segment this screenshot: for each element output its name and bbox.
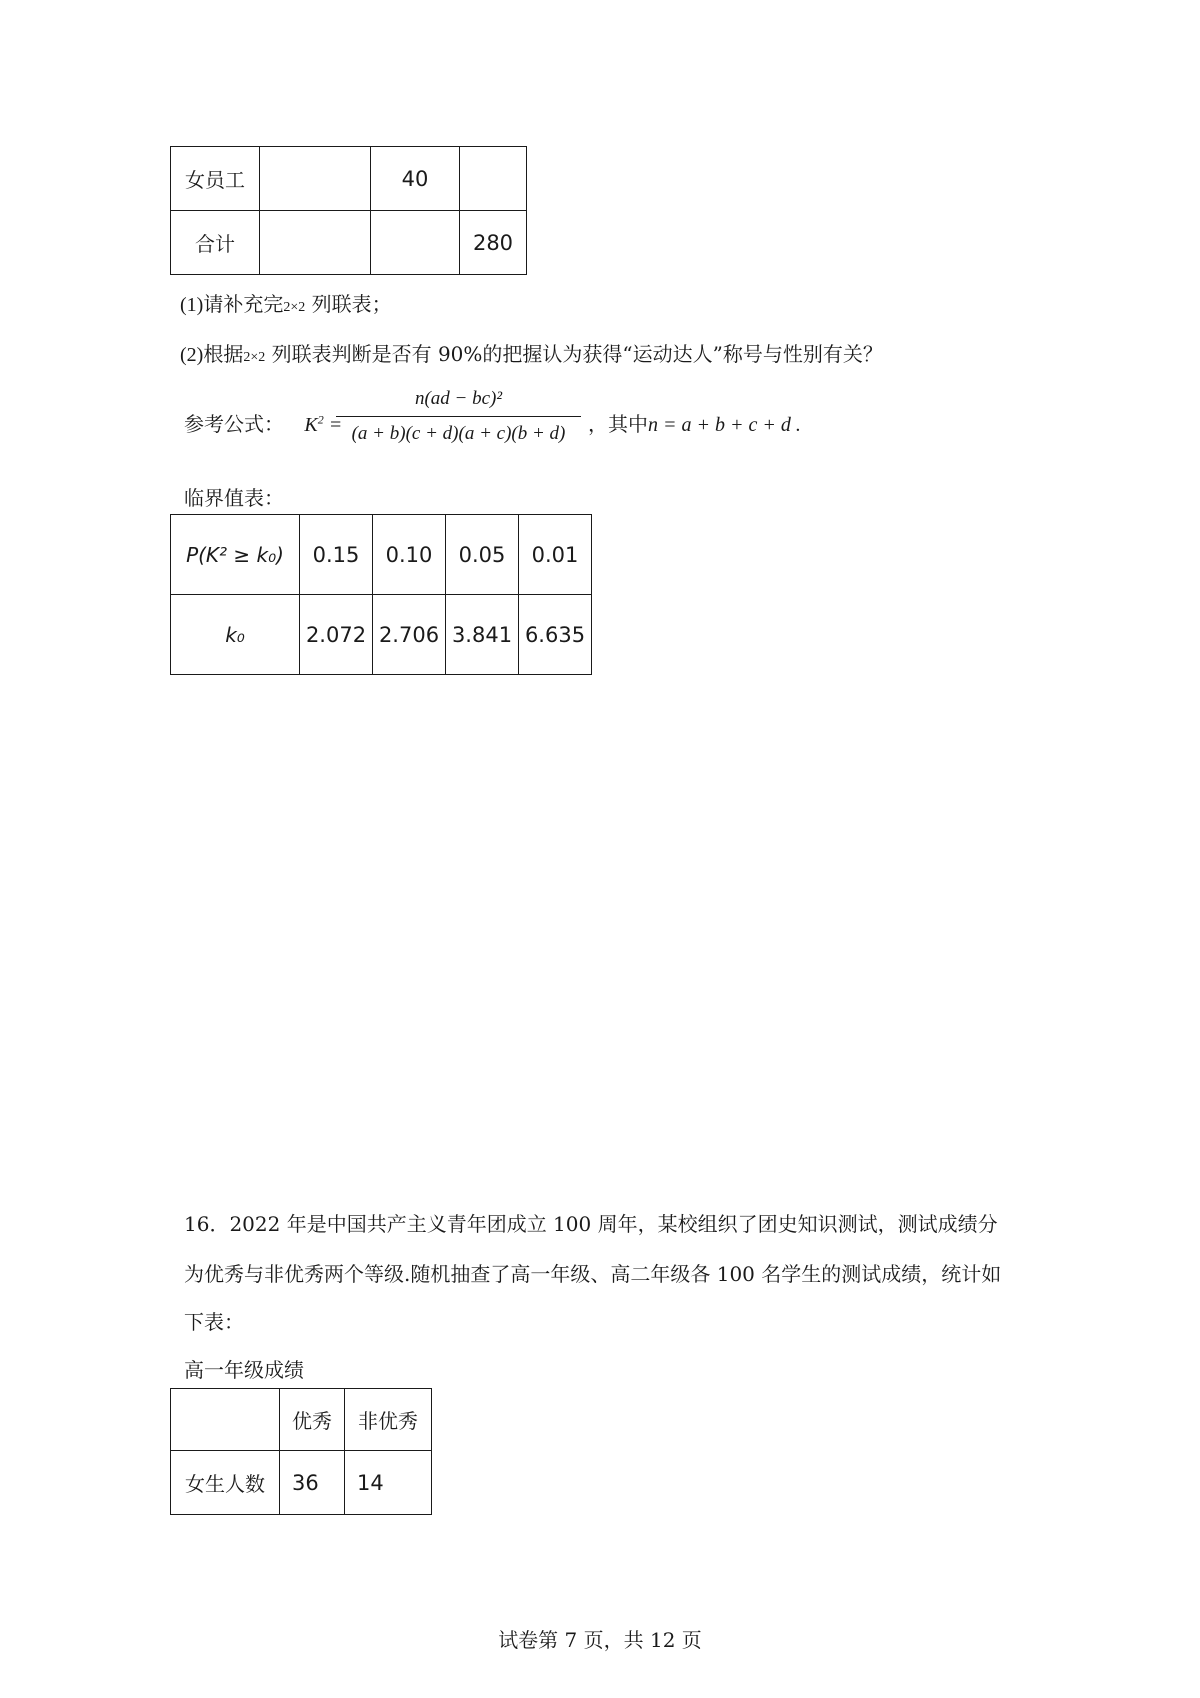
question-part-1 (180, 288, 392, 317)
page-footer: 试卷第 7 页，共 12 页 (498, 1628, 702, 1652)
grade1-scores-table (170, 1388, 432, 1515)
table-caption: 高一年级成绩 (184, 1358, 304, 1382)
table-row (171, 515, 592, 595)
question-16-line-1: 16．2022 年是中国共产主义青年团成立 100 周年，某校组织了团史知识测试，测试成绩分 (184, 1212, 998, 1236)
question-16-line-3: 下表： (184, 1310, 244, 1334)
part-prefix: (1) (180, 294, 204, 316)
gender-table-partial (170, 146, 527, 275)
part-text: 请补充完 (203, 292, 284, 316)
table-cell: 14 (345, 1451, 432, 1515)
table-cell: 2.072 (300, 595, 373, 675)
column-header: 非优秀 (345, 1389, 432, 1451)
table-cell: 0.15 (300, 515, 373, 595)
formula-where (588, 408, 801, 437)
dimension-label: 2×2 (283, 300, 306, 315)
where-label: ，其中 (588, 412, 648, 436)
row-label: 女生人数 (171, 1451, 280, 1515)
table-cell: 0.05 (446, 515, 519, 595)
table-cell (260, 147, 371, 211)
where-formula: n = a + b + c + d . (648, 414, 801, 436)
table-cell (260, 211, 371, 275)
table-cell: 3.841 (446, 595, 519, 675)
row-label: 合计 (171, 211, 260, 275)
critical-value-table (170, 514, 592, 675)
table-cell: 0.01 (519, 515, 592, 595)
table-cell: 6.635 (519, 595, 592, 675)
row-label: 女员工 (171, 147, 260, 211)
table-cell: 280 (460, 211, 527, 275)
question-part-2 (180, 338, 883, 367)
table-cell (171, 1389, 280, 1451)
table-cell: 36 (280, 1451, 345, 1515)
table-row (171, 211, 527, 275)
question-16-line-2: 为优秀与非优秀两个等级.随机抽查了高一年级、高二年级各 100 名学生的测试成绩，统计如 (184, 1262, 1002, 1286)
formula-label-text: 参考公式： (184, 412, 284, 436)
fraction-bar (336, 416, 581, 417)
table-cell (371, 211, 460, 275)
formula-label (184, 408, 342, 437)
critical-table-title: 临界值表： (184, 486, 284, 510)
row-label: P(K² ≥ k₀) (171, 515, 300, 595)
table-cell: 0.10 (373, 515, 446, 595)
dimension-label: 2×2 (243, 350, 266, 365)
table-row (171, 147, 527, 211)
formula-denominator: (a + b)(c + d)(a + c)(b + d) (351, 423, 566, 444)
table-cell: 40 (371, 147, 460, 211)
formula-fraction (336, 384, 581, 449)
column-header: 优秀 (280, 1389, 345, 1451)
table-cell (460, 147, 527, 211)
row-label: k₀ (171, 595, 300, 675)
part-text: 列联表判断是否有 90%的把握认为获得“运动达人”称号与性别有关？ (265, 342, 883, 366)
table-cell: 2.706 (373, 595, 446, 675)
formula-lhs: $K^2$ = (304, 412, 343, 436)
table-row (171, 1451, 432, 1515)
table-row (171, 595, 592, 675)
table-row (171, 1389, 432, 1451)
formula-numerator: n(ad − bc)² (414, 388, 503, 409)
part-text: 根据 (203, 342, 244, 366)
part-prefix: (2) (180, 344, 204, 366)
part-text: 列联表； (305, 292, 392, 316)
